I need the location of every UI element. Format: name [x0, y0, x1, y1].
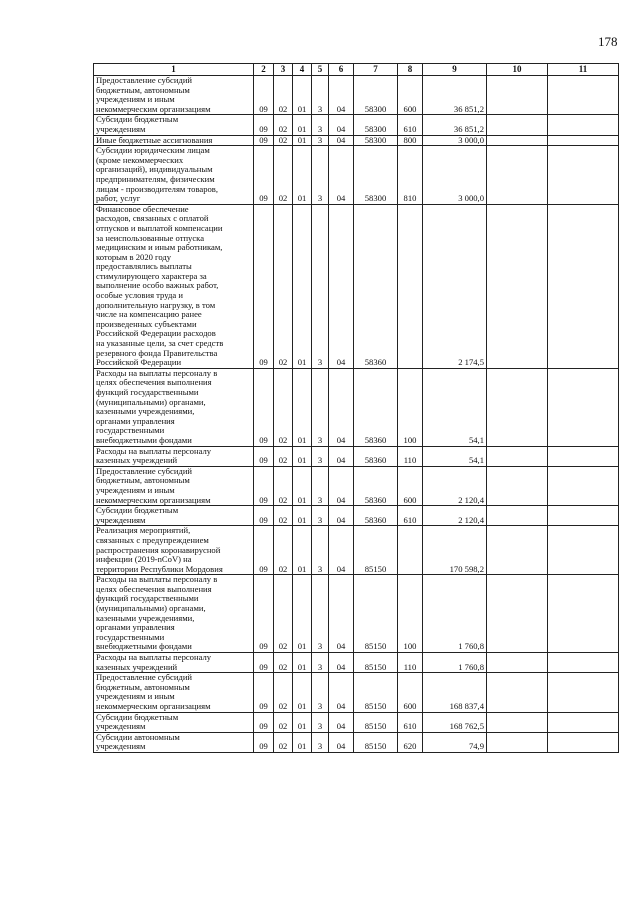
cell-c6: 04 [329, 135, 354, 146]
cell-c11 [548, 466, 619, 505]
table-row [94, 466, 619, 505]
cell-c2: 09 [254, 135, 274, 146]
cell-c7: 58300 [354, 115, 398, 135]
cell-c7: 85150 [354, 526, 398, 575]
table-row [94, 653, 619, 673]
cell-c6: 04 [329, 575, 354, 653]
cell-c5: 3 [312, 76, 329, 115]
cell-c4: 01 [293, 466, 312, 505]
cell-c11 [548, 146, 619, 205]
cell-c2: 09 [254, 732, 274, 752]
row-description [94, 204, 254, 368]
cell-c7: 85150 [354, 653, 398, 673]
cell-c4: 01 [293, 732, 312, 752]
cell-c8: 110 [398, 446, 423, 466]
column-header: 8 [398, 64, 423, 76]
cell-c11 [548, 712, 619, 732]
cell-c11 [548, 115, 619, 135]
cell-c10 [487, 673, 548, 712]
cell-c2: 09 [254, 146, 274, 205]
cell-c2: 09 [254, 506, 274, 526]
cell-c7: 58360 [354, 204, 398, 368]
cell-c11 [548, 526, 619, 575]
cell-c2: 09 [254, 653, 274, 673]
column-header: 9 [423, 64, 487, 76]
row-description-text: Субсидии юридическим лицам (кроме некоммерческих организаций), индивидуальным предпринимателям, физическим лицам - производителям товаров, работ, услуг [96, 145, 218, 204]
cell-c2: 09 [254, 446, 274, 466]
cell-c4: 01 [293, 146, 312, 205]
cell-c2: 09 [254, 466, 274, 505]
cell-c9: 1 760,8 [423, 575, 487, 653]
row-description-text: Субсидии автономным учреждениям [96, 732, 180, 752]
row-description [94, 466, 254, 505]
cell-c11 [548, 732, 619, 752]
cell-c11 [548, 653, 619, 673]
cell-c5: 3 [312, 653, 329, 673]
table-row [94, 526, 619, 575]
cell-c2: 09 [254, 712, 274, 732]
cell-c8: 610 [398, 712, 423, 732]
cell-c9: 2 120,4 [423, 466, 487, 505]
cell-c5: 3 [312, 506, 329, 526]
cell-c8: 620 [398, 732, 423, 752]
budget-table [93, 63, 619, 753]
cell-c2: 09 [254, 673, 274, 712]
cell-c10 [487, 446, 548, 466]
cell-c3: 02 [274, 673, 293, 712]
row-description [94, 368, 254, 446]
column-header: 1 [94, 64, 254, 76]
cell-c6: 04 [329, 368, 354, 446]
cell-c4: 01 [293, 446, 312, 466]
row-description-text: Иные бюджетные ассигнования [96, 135, 213, 145]
cell-c3: 02 [274, 466, 293, 505]
cell-c5: 3 [312, 204, 329, 368]
cell-c10 [487, 466, 548, 505]
cell-c9: 36 851,2 [423, 115, 487, 135]
cell-c11 [548, 368, 619, 446]
cell-c3: 02 [274, 135, 293, 146]
cell-c5: 3 [312, 526, 329, 575]
table-row [94, 368, 619, 446]
cell-c3: 02 [274, 653, 293, 673]
table-row [94, 204, 619, 368]
cell-c10 [487, 368, 548, 446]
row-description-text: Расходы на выплаты персоналу в целях обеспечения выполнения функций государственными (муниципальными) органами, казенными учреждениями, органами управления государственными внебюджетными фондами [96, 368, 218, 445]
column-header: 4 [293, 64, 312, 76]
cell-c7: 58300 [354, 76, 398, 115]
cell-c6: 04 [329, 204, 354, 368]
row-description [94, 732, 254, 752]
cell-c8: 610 [398, 115, 423, 135]
cell-c3: 02 [274, 204, 293, 368]
cell-c8: 610 [398, 506, 423, 526]
cell-c10 [487, 76, 548, 115]
cell-c11 [548, 506, 619, 526]
cell-c9: 54,1 [423, 446, 487, 466]
cell-c8 [398, 204, 423, 368]
cell-c10 [487, 115, 548, 135]
cell-c10 [487, 653, 548, 673]
table-row [94, 146, 619, 205]
row-description-text: Субсидии бюджетным учреждениям [96, 114, 179, 134]
cell-c8 [398, 526, 423, 575]
cell-c8: 110 [398, 653, 423, 673]
cell-c5: 3 [312, 146, 329, 205]
header-row [94, 64, 619, 76]
cell-c4: 01 [293, 653, 312, 673]
cell-c4: 01 [293, 673, 312, 712]
cell-c4: 01 [293, 506, 312, 526]
cell-c3: 02 [274, 76, 293, 115]
cell-c2: 09 [254, 526, 274, 575]
cell-c11 [548, 76, 619, 115]
cell-c4: 01 [293, 204, 312, 368]
table-row [94, 673, 619, 712]
row-description [94, 575, 254, 653]
cell-c8: 810 [398, 146, 423, 205]
cell-c4: 01 [293, 135, 312, 146]
cell-c7: 58360 [354, 446, 398, 466]
cell-c6: 04 [329, 506, 354, 526]
cell-c9: 168 837,4 [423, 673, 487, 712]
cell-c5: 3 [312, 673, 329, 712]
cell-c9: 2 120,4 [423, 506, 487, 526]
row-description-text: Финансовое обеспечение расходов, связанных с оплатой отпусков и выплатой компенсации за неиспользованные отпуска медицинским и иным работникам, которым в 2020 году предоставлялись выплаты стимулирующего характера за выполнение особо важных работ, особые условия труда и дополнительную нагрузку, в том числе на компенсацию ранее произведенных субъектами Российской Федерации расходов на указанные цели, за счет средств резервного фонда Правительства Российской Федерации [96, 204, 224, 368]
cell-c2: 09 [254, 204, 274, 368]
cell-c9: 54,1 [423, 368, 487, 446]
cell-c6: 04 [329, 466, 354, 505]
cell-c10 [487, 146, 548, 205]
row-description-text: Субсидии бюджетным учреждениям [96, 505, 179, 525]
cell-c9: 3 000,0 [423, 135, 487, 146]
table-row [94, 135, 619, 146]
cell-c9: 36 851,2 [423, 76, 487, 115]
row-description [94, 115, 254, 135]
cell-c6: 04 [329, 76, 354, 115]
cell-c7: 58360 [354, 368, 398, 446]
table-row [94, 76, 619, 115]
cell-c9: 170 598,2 [423, 526, 487, 575]
cell-c9: 3 000,0 [423, 146, 487, 205]
page-number: 178 [598, 34, 618, 49]
cell-c5: 3 [312, 575, 329, 653]
cell-c8: 600 [398, 673, 423, 712]
row-description-text: Расходы на выплаты персоналу казенных учреждений [96, 652, 212, 672]
cell-c6: 04 [329, 673, 354, 712]
cell-c4: 01 [293, 575, 312, 653]
cell-c2: 09 [254, 76, 274, 115]
cell-c8: 800 [398, 135, 423, 146]
cell-c5: 3 [312, 115, 329, 135]
cell-c11 [548, 575, 619, 653]
row-description [94, 76, 254, 115]
cell-c10 [487, 575, 548, 653]
cell-c10 [487, 732, 548, 752]
cell-c8: 100 [398, 575, 423, 653]
row-description-text: Реализация мероприятий, связанных с предупреждением распространения коронавирусной инфекции (2019-nCoV) на территории Республики Мордовия [96, 525, 223, 574]
cell-c3: 02 [274, 506, 293, 526]
cell-c6: 04 [329, 146, 354, 205]
row-description [94, 673, 254, 712]
cell-c4: 01 [293, 76, 312, 115]
row-description [94, 526, 254, 575]
cell-c9: 1 760,8 [423, 653, 487, 673]
cell-c9: 168 762,5 [423, 712, 487, 732]
row-description [94, 146, 254, 205]
cell-c4: 01 [293, 115, 312, 135]
cell-c5: 3 [312, 712, 329, 732]
cell-c10 [487, 526, 548, 575]
cell-c3: 02 [274, 446, 293, 466]
table-row [94, 506, 619, 526]
column-header: 10 [487, 64, 548, 76]
cell-c3: 02 [274, 526, 293, 575]
cell-c7: 58360 [354, 506, 398, 526]
table-row [94, 115, 619, 135]
column-header: 6 [329, 64, 354, 76]
cell-c11 [548, 204, 619, 368]
cell-c3: 02 [274, 368, 293, 446]
cell-c8: 600 [398, 466, 423, 505]
cell-c5: 3 [312, 446, 329, 466]
cell-c3: 02 [274, 712, 293, 732]
cell-c3: 02 [274, 575, 293, 653]
cell-c10 [487, 204, 548, 368]
row-description [94, 653, 254, 673]
cell-c2: 09 [254, 368, 274, 446]
cell-c11 [548, 673, 619, 712]
table-body [94, 76, 619, 753]
cell-c5: 3 [312, 732, 329, 752]
cell-c9: 74,9 [423, 732, 487, 752]
cell-c8: 100 [398, 368, 423, 446]
cell-c6: 04 [329, 526, 354, 575]
row-description [94, 506, 254, 526]
column-header: 2 [254, 64, 274, 76]
cell-c8: 600 [398, 76, 423, 115]
cell-c7: 85150 [354, 575, 398, 653]
cell-c5: 3 [312, 466, 329, 505]
row-description [94, 712, 254, 732]
cell-c7: 85150 [354, 732, 398, 752]
column-header: 7 [354, 64, 398, 76]
table-row [94, 446, 619, 466]
cell-c6: 04 [329, 446, 354, 466]
cell-c3: 02 [274, 115, 293, 135]
table-row [94, 575, 619, 653]
cell-c2: 09 [254, 575, 274, 653]
cell-c11 [548, 446, 619, 466]
column-header: 3 [274, 64, 293, 76]
row-description [94, 446, 254, 466]
column-header: 11 [548, 64, 619, 76]
cell-c7: 85150 [354, 712, 398, 732]
cell-c6: 04 [329, 732, 354, 752]
row-description-text: Предоставление субсидий бюджетным, автономным учреждениям и иным некоммерческим организациям [96, 466, 211, 505]
cell-c9: 2 174,5 [423, 204, 487, 368]
cell-c7: 58360 [354, 466, 398, 505]
row-description [94, 135, 254, 146]
table-row [94, 732, 619, 752]
cell-c3: 02 [274, 732, 293, 752]
table-row [94, 712, 619, 732]
row-description-text: Субсидии бюджетным учреждениям [96, 712, 179, 732]
row-description-text: Расходы на выплаты персоналу в целях обеспечения выполнения функций государственными (муниципальными) органами, казенными учреждениями, органами управления государственными внебюджетными фондами [96, 574, 218, 652]
cell-c4: 01 [293, 526, 312, 575]
cell-c10 [487, 135, 548, 146]
cell-c3: 02 [274, 146, 293, 205]
cell-c6: 04 [329, 712, 354, 732]
cell-c4: 01 [293, 712, 312, 732]
cell-c7: 85150 [354, 673, 398, 712]
row-description-text: Расходы на выплаты персоналу казенных учреждений [96, 446, 212, 466]
cell-c7: 58300 [354, 146, 398, 205]
cell-c11 [548, 135, 619, 146]
column-header: 5 [312, 64, 329, 76]
row-description-text: Предоставление субсидий бюджетным, автономным учреждениям и иным некоммерческим организациям [96, 75, 211, 114]
cell-c6: 04 [329, 115, 354, 135]
cell-c10 [487, 506, 548, 526]
cell-c2: 09 [254, 115, 274, 135]
cell-c6: 04 [329, 653, 354, 673]
cell-c10 [487, 712, 548, 732]
row-description-text: Предоставление субсидий бюджетным, автономным учреждениям и иным некоммерческим организациям [96, 672, 211, 711]
cell-c5: 3 [312, 368, 329, 446]
cell-c4: 01 [293, 368, 312, 446]
cell-c7: 58300 [354, 135, 398, 146]
cell-c5: 3 [312, 135, 329, 146]
